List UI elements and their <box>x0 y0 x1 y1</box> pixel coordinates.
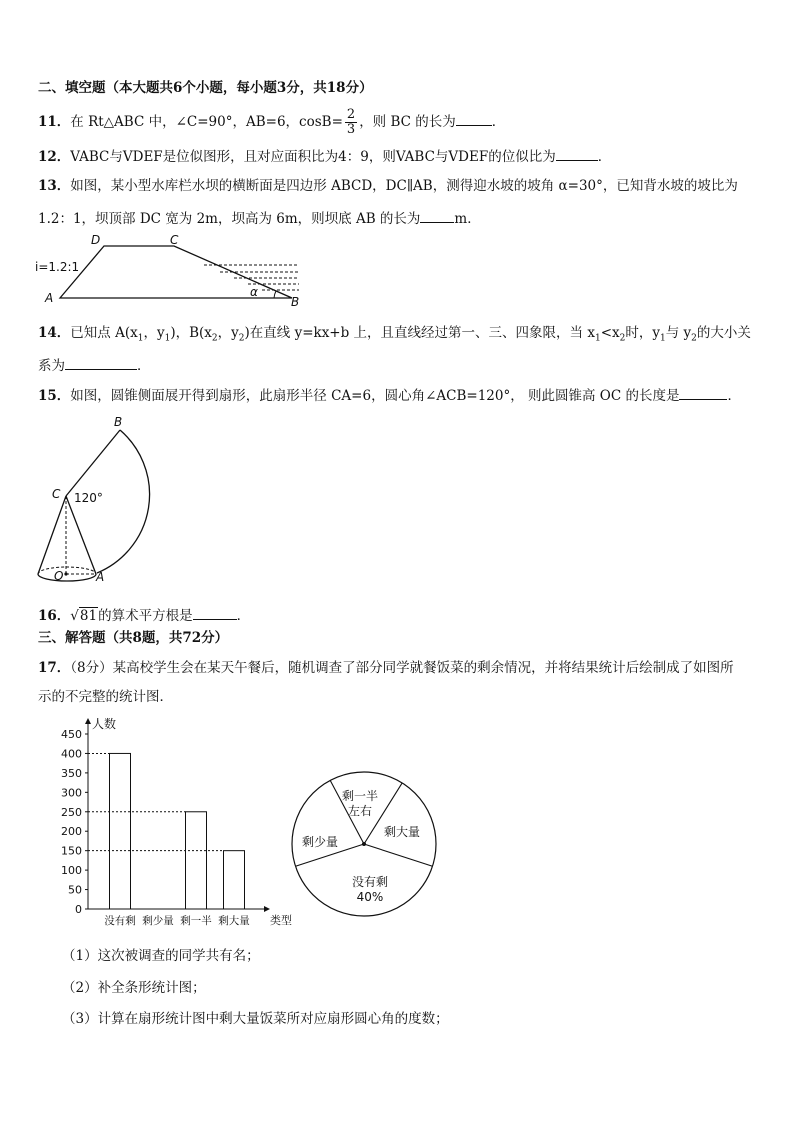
q14-answer-blank[interactable] <box>65 355 137 370</box>
section-2-title: 二、填空题（本大题共6个小题，每小题3分，共18分） <box>38 80 373 96</box>
x-tick-label: 没有剩 <box>104 915 136 927</box>
slope-label: i=1.2:1 <box>35 260 80 274</box>
pie-chart <box>288 722 440 932</box>
y-axis-arrow <box>85 718 91 724</box>
y-tick-label: 300 <box>61 786 82 800</box>
bar-没有剩 <box>110 753 131 909</box>
question-11 <box>38 108 505 137</box>
question-13-line-2 <box>38 208 481 228</box>
q14-number: 14． <box>38 325 71 341</box>
pie-label: 剩少量 <box>301 835 339 849</box>
cone-side-left <box>38 496 66 574</box>
y-tick-label: 400 <box>61 747 82 761</box>
q14-sub: 1 <box>660 333 666 344</box>
question-14-line-2 <box>38 355 151 375</box>
q14-text-d: ，y <box>217 325 239 341</box>
q14-text-2: 系为 <box>38 358 65 374</box>
x-tick-label: 剩少量 <box>142 915 174 927</box>
radius-CB <box>66 430 120 496</box>
q15-answer-blank[interactable] <box>679 385 727 400</box>
q14-sub: 1 <box>137 333 144 344</box>
y-tick-label: 450 <box>61 728 82 741</box>
pie-label: 没有剩 <box>351 875 389 889</box>
sqrt-radicand: 81 <box>79 608 98 624</box>
pie-center <box>362 842 366 846</box>
sector-arc <box>97 430 150 573</box>
question-15 <box>38 385 741 405</box>
q14-sub: 2 <box>691 333 697 344</box>
bar-剩一半 <box>186 812 207 909</box>
q13-text-2: 1.2：1，坝顶部 DC 宽为 2m，坝高为 6m，则坝底 AB 的长为 <box>38 211 421 227</box>
label-alpha: α <box>250 285 258 299</box>
question-17-line-2 <box>38 688 173 706</box>
q14-text-a: 已知点 A(x <box>70 325 138 341</box>
y-tick-label: 200 <box>61 825 82 839</box>
q17-text-2: 示的不完整的统计图． <box>38 689 173 705</box>
q17-text-1: （8分）某高校学生会在某天午餐后，随机调查了部分同学就餐饭菜的剩余情况，并将结果统计后绘制成了如图所 <box>70 660 734 676</box>
y-tick-label: 250 <box>61 805 82 819</box>
question-17-line-1 <box>38 659 734 677</box>
q15-text: 如图，圆锥侧面展开得到扇形，此扇形半径 CA=6，圆心角∠ACB=120°， 则此圆锥高 OC 的长度是 <box>70 388 680 404</box>
q14-text-h: 与 y <box>665 325 692 341</box>
q16-end: ． <box>236 608 251 624</box>
y-tick-label: 350 <box>61 766 82 780</box>
q13-text-1: 如图，某小型水库栏水坝的横断面是四边形 ABCD，DC∥AB，测得迎水坡的坡角 α=30°，已知背水坡的坡比为 <box>70 178 738 194</box>
label-D: D <box>91 233 101 247</box>
q17-number: 17． <box>38 660 71 676</box>
q11-answer-blank[interactable] <box>456 111 492 126</box>
q15-number: 15． <box>38 388 71 404</box>
q14-sub: 2 <box>211 333 218 344</box>
q14-end: ． <box>137 358 151 374</box>
point-O <box>64 572 67 575</box>
y-axis-label: 人数 <box>92 717 117 731</box>
alpha-arc <box>274 291 276 298</box>
q12-end: ． <box>597 149 612 165</box>
q11-frac-num: 2 <box>346 107 356 122</box>
q13-number: 13． <box>38 178 71 194</box>
sqrt-sign: √ <box>70 608 79 624</box>
label-120: 120° <box>74 491 103 505</box>
q11-text-post: ，则 BC 的长为 <box>359 114 456 130</box>
q11-frac-den: 3 <box>346 122 356 137</box>
q11-number: 11． <box>38 114 71 130</box>
q11-end: ． <box>491 114 506 130</box>
q14-sub: 1 <box>164 333 171 344</box>
q13-end: m． <box>454 211 481 227</box>
q16-answer-blank[interactable] <box>193 605 237 620</box>
q13-answer-blank[interactable] <box>420 208 454 223</box>
label-B: B <box>291 295 300 309</box>
question-16 <box>38 605 250 625</box>
question-12 <box>38 146 611 166</box>
label-A: A <box>45 291 54 305</box>
q14-sub: 2 <box>238 333 245 344</box>
label-O: O <box>54 569 64 583</box>
cone-side-right <box>66 496 96 574</box>
q14-text-i: 的大小关 <box>696 325 751 341</box>
y-tick-label: 150 <box>61 844 82 858</box>
label-C: C <box>170 233 179 247</box>
label-B: B <box>114 415 123 429</box>
q17-sub-1: （1）这次被调查的同学共有名； <box>62 948 260 964</box>
q12-number: 12． <box>38 149 71 165</box>
dam-cross-section-figure <box>34 232 314 308</box>
cone-sector-figure <box>34 410 174 590</box>
q16-number: 16． <box>38 608 71 624</box>
q14-sub: 1 <box>594 333 601 344</box>
question-14-line-1 <box>38 324 751 348</box>
question-13-line-1 <box>38 177 738 195</box>
q16-text: 的算术平方根是 <box>98 608 193 624</box>
x-axis-arrow <box>264 906 270 912</box>
q14-text-g: 时，y <box>625 325 661 341</box>
pie-label: 剩大量 <box>383 825 421 839</box>
q11-fraction <box>345 108 357 137</box>
y-tick-label: 100 <box>61 864 82 878</box>
q15-end: ． <box>727 388 741 404</box>
q14-text-b: ，y <box>143 325 165 341</box>
pie-label: 40% <box>356 890 384 904</box>
bar-剩大量 <box>224 851 245 909</box>
q14-sub: 2 <box>619 333 626 344</box>
q17-sub-2: （2）补全条形统计图； <box>62 980 206 996</box>
q17-sub-3: （3）计算在扇形统计图中剩大量饭菜所对应扇形圆心角的度数； <box>62 1011 449 1027</box>
q12-text: VABC与VDEF是位似图形，且对应面积比为4：9，则VABC与VDEF的位似比为 <box>70 149 556 165</box>
q14-text-c: )，B(x <box>170 325 212 341</box>
y-tick-label: 50 <box>68 883 82 897</box>
pie-label: 左右 <box>347 804 373 818</box>
q14-text-f: <x <box>600 325 620 341</box>
x-tick-label: 剩一半 <box>180 915 212 927</box>
label-A: A <box>96 570 105 584</box>
section-3-title: 三、解答题（共8题，共72分） <box>38 630 229 646</box>
q14-text-e: )在直线 y=kx+b 上，且直线经过第一、三、四象限，当 x <box>244 325 595 341</box>
pie-label: 剩一半 <box>341 789 379 803</box>
q11-text-pre: 在 Rt△ABC 中，∠C=90°，AB=6，cosB= <box>70 114 343 130</box>
label-C: C <box>52 487 61 501</box>
bar-chart <box>50 717 292 928</box>
y-tick-label: 0 <box>75 903 82 916</box>
x-tick-label: 剩大量 <box>218 915 250 927</box>
q12-answer-blank[interactable] <box>556 146 598 161</box>
x-axis-label: 类型 <box>270 914 292 927</box>
